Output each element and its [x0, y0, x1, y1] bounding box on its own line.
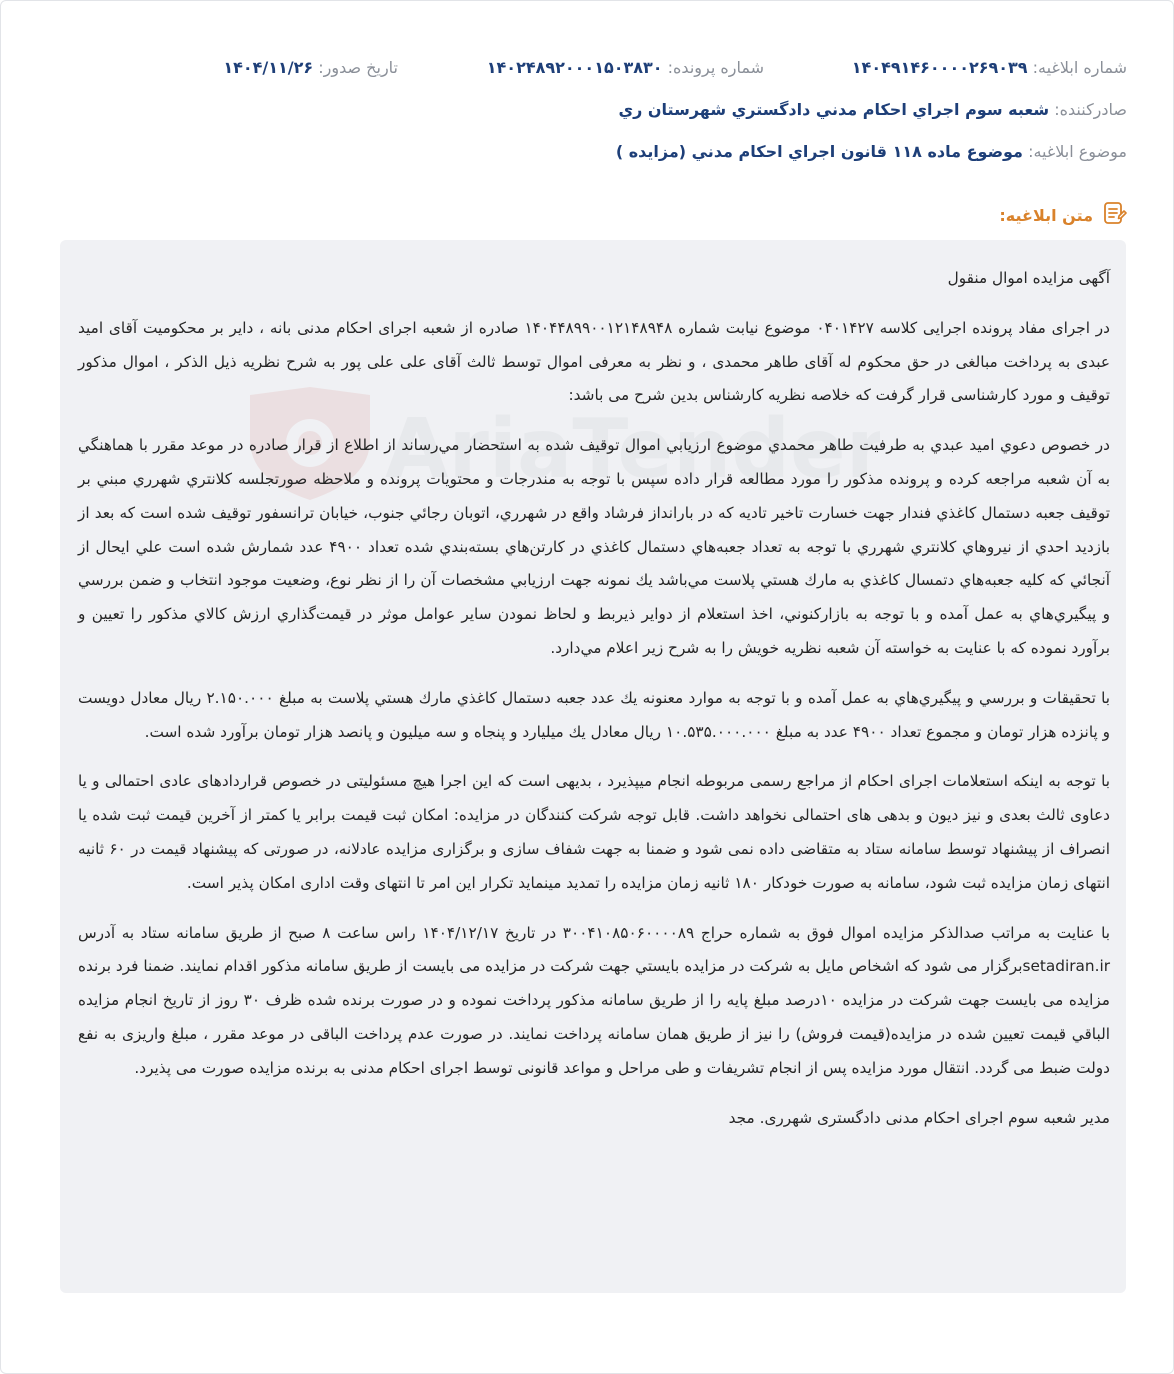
- notice-paragraph-2: در خصوص دعوي اميد عبدي به طرفيت طاهر محمدي موضوع ارزيابي اموال توقيف شده به استحضار مي‌رساند از اطلاع از قرار صادره در موعد مقرر با هماهنگي به آن شعبه مراجعه کرده و پرونده مذکور را مورد مطالعه قرار داده سپس با توجه به مندرجات و محتويات پرونده و ملاحظه صورتجلسه کلانتري شهرري مبني بر توقيف جعبه دستمال کاغذي فندار جهت خسارت تاخير تاديه که در بارانداز فرشاد واقع در شهرري، اتوبان رجائي جنوب، خيابان ترانسفور توقيف شده است که بعد از بازديد احدي از نيروهاي کلانتري شهرري با توجه به تعداد جعبه‌هاي دستمال کاغذي در کارتن‌هاي بسته‌بندي شده تعداد ۴۹۰۰ عدد شمارش شده است علي ايحال از آنجائي که کليه جعبه‌هاي دتمسال کاغذي به مارك هستي پلاست مي‌باشد يك نمونه جهت ارزيابي مشخصات آن را از نظر نوع، وضعيت موجود انتخاب و ضمن بررسي و پيگيري‌هاي به عمل آمده و با توجه به بازارکنوني، اخذ استعلام از دواير ذيربط و لحاظ نمودن ساير عوامل موثر در قيمت‌گذاري ارزش کالاي مذکور را تعيين و برآورد نموده که با عنايت به خواسته آن شعبه نظريه خويش را به شرح زير اعلام مي‌دارد.: [78, 436, 1110, 657]
- issue-date-label: تاریخ صدور:: [318, 58, 398, 77]
- notice-body-panel: [60, 240, 1126, 1293]
- notice-paragraph-4: با توجه به اینکه استعلامات اجرای احکام از مراجع رسمی مربوطه انجام میپذیرد ، بدیهی است که این اجرا هیچ مسئولیتی در خصوص قراردادهای عادی احتمالی و یا دعاوی ثالث بعدی و نیز دیون و بدهی های احتمالی نخواهد داشت. قابل توجه شرکت کنندگان در مزایده: امکان ثبت قیمت برابر یا کمتر از آخرین قیمت ثبت شده یا انصراف از پیشنهاد توسط سامانه ستاد به متقاضی داده نمی شود و ضمنا به جهت شفاف سازی و برگزاری مزایده عادلانه، در صورتی که پیشنهاد قیمت در ۶۰ ثانیه انتهای زمان مزایده ثبت شود، سامانه به صورت خودکار ۱۸۰ ثانیه زمان مزایده را تمدید مینماید تکرار این امر تا انتهای وقت اداری امکان پذیر است.: [78, 772, 1110, 892]
- subject-value: موضوع ماده ۱۱۸ قانون اجراي احکام مدني (مزايده ): [615, 142, 1023, 161]
- notice-number-field: [852, 58, 1127, 77]
- issue-date-field: [223, 58, 398, 77]
- issuer-field: [618, 100, 1127, 119]
- subject-field: [616, 142, 1127, 161]
- notice-text-heading: [999, 200, 1127, 230]
- notice-paragraph-1: در اجرای مفاد پرونده اجرایی کلاسه ۰۴۰۱۴۲۷ موضوع نیابت شماره ۱۴۰۴۴۸۹۹۰۰۱۲۱۴۸۹۴۸ صادره از شعبه اجرای احکام مدنی بانه ، دایر بر محکومیت آقای امید عبدی به پرداخت مبالغی در حق محکوم له آقای طاهر محمدی ، و نظر به معرفی اموال توسط ثالث آقای علی علی پور به شرح نظریه ذیل الذکر ، اموال مذکور توقیف و مورد کارشناسی قرار گرفت که خلاصه نظریه کارشناس بدین شرح می باشد:: [78, 318, 1110, 405]
- notice-paragraph-5: [78, 917, 1110, 1086]
- case-number-value: ۱۴۰۲۴۸۹۲۰۰۰۱۵۰۳۸۳۰: [486, 58, 663, 77]
- issuer-value: شعبه سوم اجراي احکام مدني دادگستري شهرستان ري: [618, 100, 1050, 119]
- notice-paragraph-5-part-1: با عنایت به مراتب صدالذکر مزایده اموال فوق به شماره حراج ۳۰۰۴۱۰۸۵۰۶۰۰۰۰۸۹ در تاریخ ۱۴۰۴/۱۲/۱۷ راس ساعت ۸ صبح از طریق سامانه ستاد به آدرس: [78, 923, 1111, 942]
- issue-date-value: ۱۴۰۴/۱۱/۲۶: [223, 58, 314, 77]
- notice-number-value: ۱۴۰۴۹۱۴۶۰۰۰۰۲۶۹۰۳۹: [851, 58, 1028, 77]
- case-number-label: شماره پرونده:: [667, 58, 764, 77]
- notice-paragraph-5-part-2: برگزار می شود که اشخاص مایل به شرکت در مزایده بایستي جهت شرکت در مزایده می بایست از طریق سامانه مذکور اقدام نمایند. ضمنا فرد برنده مزایده می بایست جهت شرکت در مزایده ۱۰درصد مبلغ پایه را از طریق سامانه مذکور پرداخت نموده و در صورت برنده شده ظرف ۳۰ روز از تاریخ انجام مزایده الباقي قیمت تعیین شده در مزایده(قیمت فروش) را نیز از طریق همان سامانه پرداخت نمایند. در صورت عدم پرداخت الباقی در موعد مقرر ، مبلغ واریزی به نفع دولت ضبط می گردد. انتقال مورد مزایده پس از انجام تشریفات و طی مراحل و مواعد قانونی توسط اجرای احکام مدنی به برنده مزایده صورت می پذیرد.: [78, 957, 1110, 1077]
- notice-text-title: متن ابلاغیه:: [999, 205, 1093, 225]
- issuer-label: صادرکننده:: [1054, 100, 1127, 119]
- notice-paragraph-3: با تحقيقات و بررسي و پيگيري‌هاي به عمل آمده و با توجه به موارد معنونه يك عدد جعبه دستمال کاغذي مارك هستي پلاست به مبلغ ۲.۱۵۰.۰۰۰ ريال معادل دويست و پانزده هزار تومان و مجموع تعداد ۴۹۰۰ عدد به مبلغ ۱۰.۵۳۵.۰۰۰.۰۰۰ ريال معادل يك ميليارد و پنجاه و سه ميليون و پانصد هزار تومان برآورد شده است.: [78, 688, 1110, 741]
- watermark-text: AriaTender: [385, 402, 875, 497]
- subject-label: موضوع ابلاغیه:: [1028, 142, 1127, 161]
- notice-number-label: شماره ابلاغیه:: [1032, 58, 1127, 77]
- setadiran-link[interactable]: setadiran.ir: [1022, 957, 1110, 976]
- document-text-icon: [1101, 200, 1127, 230]
- notice-signature: مدیر شعبه سوم اجرای احکام مدنی دادگستری شهرری. مجد: [728, 1108, 1110, 1127]
- notice-body: [78, 262, 1110, 1151]
- notice-heading: آگهی مزایده اموال منقول: [947, 269, 1110, 287]
- case-number-field: [487, 58, 764, 77]
